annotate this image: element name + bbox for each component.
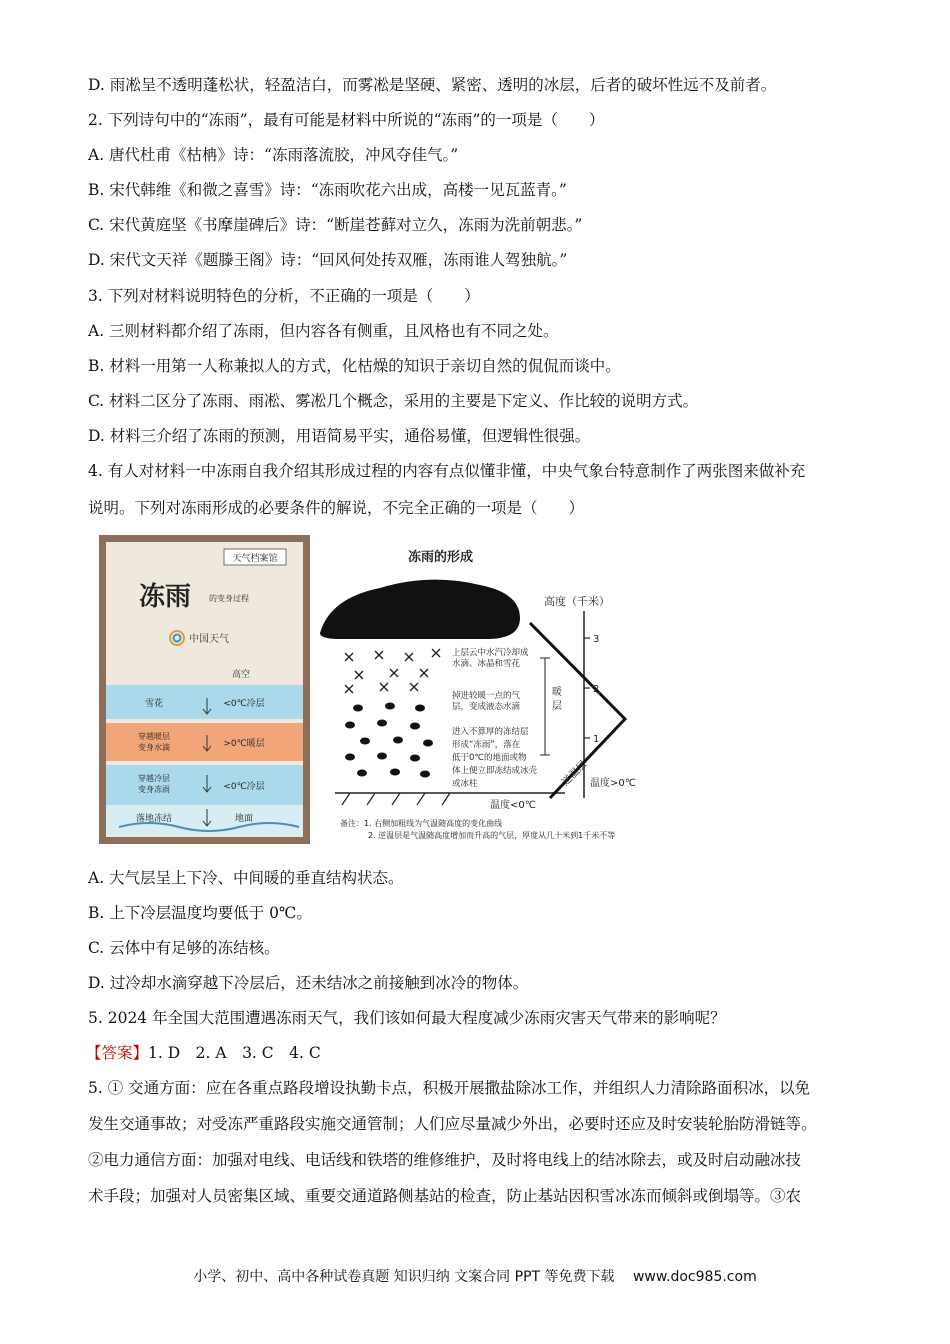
note-text: 或冰柱	[452, 779, 478, 789]
option-line: B. 上下冷层温度均要低于 0℃。	[88, 904, 312, 922]
row-right-label: <0℃冷层	[223, 782, 265, 792]
temp-above-label: 温度>0℃	[590, 778, 636, 789]
answer-paragraph-line: 发生交通事故；对受冻严重路段实施交通管制；人们应尽量减少外出，必要时还应及时安装轮胎防滑链等。	[88, 1115, 817, 1133]
axis-title: 高度（千米）	[544, 595, 610, 608]
tick-label: 1	[593, 734, 600, 745]
svg-text:层: 层	[552, 701, 562, 712]
note-text: 低于0℃的地面或物	[452, 753, 527, 763]
badge-text: 天气档案馆	[232, 554, 278, 564]
brand-text: 中国天气	[189, 634, 229, 645]
text-line: D. 雨凇呈不透明蓬松状，轻盈洁白，而雾凇是坚硬、紧密、透明的冰层，后者的破坏性远不及前者。	[88, 76, 777, 94]
note-text: 水滴、冰晶和雪花	[452, 659, 521, 669]
top-label: 高空	[231, 670, 251, 680]
note-text: 进入不算厚的冻结层	[452, 727, 529, 737]
remark-text: 备注：1. 右侧加粗线为气温随高度的变化曲线	[340, 819, 503, 828]
formation-diagram	[320, 543, 734, 844]
infographic-title: 冻雨	[139, 582, 192, 612]
answer-tag: 【答案】	[86, 1044, 149, 1062]
row-left-label: 落地冻结	[135, 814, 173, 824]
row-right-label: <0℃冷层	[223, 699, 265, 709]
tick-label: 3	[593, 634, 600, 645]
answer-line	[86, 1042, 321, 1064]
remark-text: 2. 逆温层是气温随高度增加而升高的气层，厚度从几十米到1千米不等	[368, 831, 616, 840]
answer-text: 1. D 2. A 3. C 4. C	[148, 1044, 321, 1062]
temp-below-label: 温度<0℃	[490, 800, 536, 811]
note-text: 上层云中水汽冷却成	[452, 648, 529, 658]
option-line: D. 材料三介绍了冻雨的预测，用语简易平实，通俗易懂，但逻辑性很强。	[88, 427, 591, 445]
row-right-label: 地面	[234, 814, 254, 824]
option-line: C. 云体中有足够的冻结核。	[88, 939, 280, 957]
svg-text:暖: 暖	[552, 687, 562, 698]
option-line: C. 宋代黄庭坚《书摩崖碑后》诗：“断崖苍藓对立久，冻雨为洗前朝悲。”	[88, 216, 583, 234]
svg-text:变身水滴: 变身水滴	[138, 743, 170, 752]
tick-label: 2	[593, 684, 600, 695]
inversion-label: 逆温层	[560, 759, 590, 789]
option-line: D. 宋代文天祥《题滕王阁》诗：“回风何处抟双雁，冻雨谁人驾独航。”	[88, 251, 568, 269]
note-text: 形成“冻雨”，落在	[452, 740, 521, 750]
row-right-label: >0℃暖层	[223, 739, 265, 749]
question-4: 4. 有人对材料一中冻雨自我介绍其形成过程的内容有点似懂非懂，中央气象台特意制作了两张图来做补充	[88, 462, 806, 480]
svg-text:穿越冷层: 穿越冷层	[138, 774, 170, 783]
option-line: B. 宋代韩维《和微之喜雪》诗：“冻雨吹花六出成，高楼一见瓦蓝青。”	[88, 181, 567, 199]
option-line: D. 过冷却水滴穿越下冷层后，还未结冰之前接触到冰冷的物体。	[88, 974, 529, 992]
svg-text:穿越暖层: 穿越暖层	[138, 732, 170, 741]
text-line: 说明。下列对冻雨形成的必要条件的解说，不完全正确的一项是（ ）	[88, 499, 585, 517]
option-line: B. 材料一用第一人称兼拟人的方式，化枯燥的知识于亲切自然的侃侃而谈中。	[88, 357, 621, 375]
answer-paragraph-line: 术手段；加强对人员密集区域、重要交通道路侧基站的检查，防止基站因积雪冰冻而倾斜或倒塌等。③农	[88, 1187, 802, 1205]
question-3: 3. 下列对材料说明特色的分析，不正确的一项是（ ）	[88, 287, 480, 305]
option-line: A. 唐代杜甫《枯柟》诗：“冻雨落流胶，冲风夺佳气。”	[88, 146, 459, 164]
note-text: 层，变成液态水滴	[452, 702, 521, 712]
question-2: 2. 下列诗句中的“冻雨”，最有可能是材料中所说的“冻雨”的一项是（ ）	[88, 111, 605, 129]
page-footer: 小学、初中、高中各种试卷真题 知识归纳 文案合同 PPT 等免费下载 www.doc985.com	[193, 1269, 757, 1285]
note-text: 体上便立即冻结成冰壳	[452, 766, 538, 776]
option-line: A. 三则材料都介绍了冻雨，但内容各有侧重，且风格也有不同之处。	[88, 322, 559, 340]
diagram-title: 冻雨的形成	[408, 550, 474, 565]
infographic-subtitle: 的变身过程	[209, 594, 249, 603]
svg-text:变身冻雨: 变身冻雨	[138, 785, 170, 794]
infographic-figure	[99, 535, 310, 844]
answer-paragraph-line: ②电力通信方面：加强对电线、电话线和铁塔的维修维护，及时将电线上的结冰除去，或及时启动融冰技	[88, 1151, 802, 1169]
row-left-label: 雪花	[144, 699, 164, 709]
question-5: 5. 2024 年全国大范围遭遇冻雨天气，我们该如何最大程度减少冻雨灾害天气带来的影响呢？	[88, 1009, 726, 1027]
option-line: A. 大气层呈上下冷、中间暖的垂直结构状态。	[88, 869, 404, 887]
note-text: 掉进较暖一点的气	[452, 691, 521, 701]
answer-paragraph-line: 5. ① 交通方面：应在各重点路段增设执勤卡点，积极开展撒盐除冰工作，并组织人力清除路面积冰，以免	[88, 1079, 811, 1097]
option-line: C. 材料二区分了冻雨、雨凇、雾凇几个概念，采用的主要是下定义、作比较的说明方式。	[88, 392, 699, 410]
